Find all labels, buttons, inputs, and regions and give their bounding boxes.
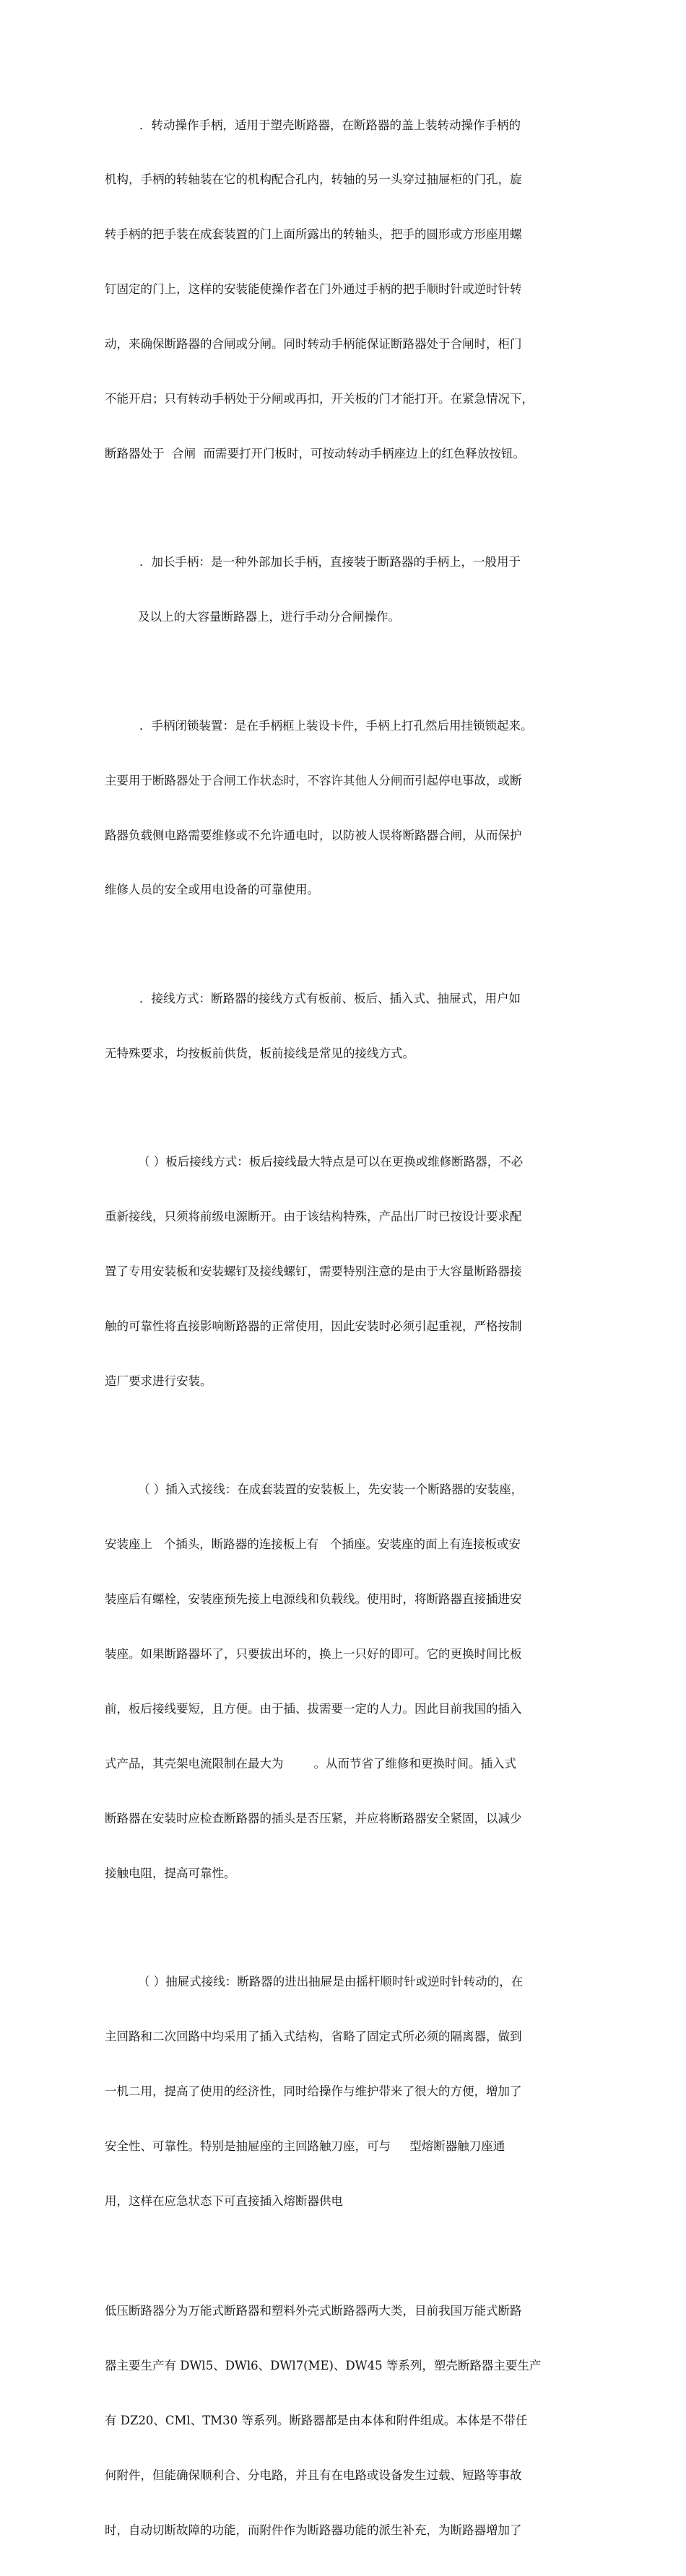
- text-line: ．手柄闭锁装置：是在手柄框上装设卡件，手柄上打孔然后用挂锁锁起来。: [139, 718, 533, 733]
- text-line: （ ）插入式接线：在成套装置的安装板上，先安装一个断路器的安装座，: [138, 1483, 524, 1497]
- text-line: 机构，手柄的转轴装在它的机构配合孔内，转轴的另一头穿过抽屉柜的门孔，旋: [105, 173, 522, 187]
- text-line: 无特殊要求，均按板前供货，板前接线是常见的接线方式。: [105, 1046, 414, 1060]
- text-line: 时，自动切断故障的功能，而附件作为断路器功能的派生补充，为断路器增加了: [105, 2523, 522, 2537]
- text-line: 用，这样在应急状态下可直接插入熔断器供电: [105, 2193, 343, 2208]
- text-line: 器主要生产有 DWl5、DWl6、DWl7(ME)、DW45 等系列，塑壳断路器主要生产: [105, 2359, 542, 2373]
- text-line: 主要用于断路器处于合闸工作状态时，不容许其他人分闸而引起停电事故，或断: [105, 773, 522, 787]
- text-line: 及以上的大容量断路器上，进行手动分合闸操作。: [138, 610, 400, 624]
- text-line: 动，来确保断路器的合闸或分闸。同时转动手柄能保证断路器处于合闸时，柜门: [105, 337, 522, 352]
- document-page: [105, 79, 585, 2576]
- paragraph-plug-in-wiring: [105, 1444, 585, 1919]
- text-line: 装座。如果断路器坏了，只要拔出坏的，换上一只好的即可。它的更换时间比板: [105, 1647, 522, 1662]
- text-line: 安全性、可靠性。特别是抽屉座的主回路触刀座，可与 型熔断器触刀座通: [105, 2139, 505, 2153]
- text-line: 装座后有螺栓，安装座预先接上电源线和负载线。使用时，将断路器直接插进安: [105, 1592, 522, 1607]
- text-line: 钉固定的门上，这样的安装能使操作者在门外通过手柄的把手顺时针或逆时针转: [105, 282, 522, 297]
- text-line: 不能开启；只有转动手柄处于分闸或再扣，开关板的门才能打开。在紧急情况下，: [105, 392, 534, 406]
- paragraph-handle-lock: [105, 680, 585, 935]
- text-line: 置了专用安装板和安装螺钉及接线螺钉，需要特别注意的是由于大容量断路器接: [105, 1265, 522, 1279]
- text-line: 有 DZ20、CMl、TM30 等系列。断路器都是由本体和附件组成。本体是不带任: [105, 2413, 528, 2427]
- text-line: ．加长手柄：是一种外部加长手柄，直接装于断路器的手柄上，一般用于: [139, 555, 521, 569]
- text-line: 主回路和二次回路中均采用了插入式结构，省略了固定式所必须的隔离器，做到: [105, 2029, 522, 2043]
- text-line: 路器负载侧电路需要维修或不允许通电时，以防被人误将断路器合闸，从而保护: [105, 828, 522, 842]
- paragraph-rear-wiring: [105, 1117, 585, 1427]
- text-line: 低压断路器分为万能式断路器和塑料外壳式断路器两大类，目前我国万能式断路: [105, 2304, 522, 2318]
- text-line: 转手柄的把手装在成套装置的门上面所露出的转轴头，把手的圆形或方形座用螺: [105, 227, 522, 242]
- text-line: ．接线方式：断路器的接线方式有板前、板后、插入式、抽屉式，用户如: [139, 991, 521, 1005]
- text-line: ．转动操作手柄，适用于塑壳断路器，在断路器的盖上装转动操作手柄的: [139, 118, 521, 132]
- text-line: 式产品，其壳架电流限制在最大为 。从而节省了维修和更换时间。插入式: [105, 1756, 516, 1771]
- text-line: 接触电阻，提高可靠性。: [105, 1866, 236, 1880]
- paragraph-extended-handle: [105, 517, 585, 663]
- paragraph-rotary-handle: [105, 79, 585, 499]
- text-line: （ ）板后接线方式：板后接线最大特点是可以在更换或维修断路器，不必: [138, 1155, 524, 1169]
- text-line: 触的可靠性将直接影响断路器的正常使用，因此安装时必须引起重视，严格按制: [105, 1319, 522, 1333]
- text-line: 维修人员的安全或用电设备的可靠使用。: [105, 883, 319, 897]
- text-line: 安装座上 个插头，断路器的连接板上有 个插座。安装座的面上有连接板或安: [105, 1537, 521, 1552]
- text-line: 重新接线，只须将前级电源断开。由于该结构特殊，产品出厂时已按设计要求配: [105, 1210, 522, 1224]
- text-line: 前，板后接线要短，且方便。由于插、拔需要一定的人力。因此目前我国的插入: [105, 1701, 522, 1716]
- text-line: 造厂要求进行安装。: [105, 1374, 212, 1388]
- text-line: 断路器在安装时应检查断路器的插头是否压紧，并应将断路器安全紧固，以减少: [105, 1811, 522, 1825]
- paragraph-drawer-wiring: [105, 1937, 585, 2247]
- text-line: （ ）抽屉式接线：断路器的进出抽屉是由摇杆顺时针或逆时针转动的，在: [138, 1975, 524, 1989]
- text-line: 断路器处于 合闸 而需要打开门板时，可按动转动手柄座边上的红色释放按钮。: [105, 446, 525, 460]
- text-line: 何附件，但能确保顺利合、分电路，并且有在电路或设备发生过载、短路等事故: [105, 2468, 522, 2482]
- text-line: 一机二用，提高了使用的经济性，同时给操作与维护带来了很大的方便，增加了: [105, 2084, 522, 2098]
- paragraph-low-voltage-breakers: [105, 2266, 585, 2576]
- paragraph-wiring-methods: [105, 953, 585, 1099]
